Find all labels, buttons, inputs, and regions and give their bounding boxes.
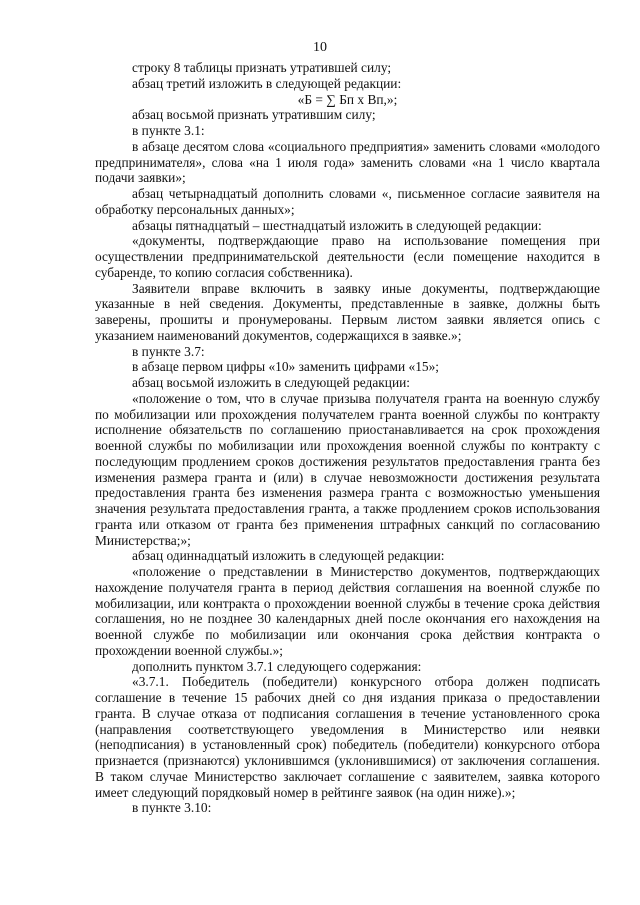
paragraph: абзац восьмой изложить в следующей редакции: [132,375,411,390]
quoted-paragraph: «положение о представлении в Министерство документов, подтверждающих нахождение получателя гранта в период действия соглашения на военной службе по мобилизации, или контракта о прохождении военной службы в течение срока действия соглашения, но не позднее 30 календарных дней после окончания его нахождения на военной службе по мобилизации или окончания срока действия контракта о прохождении военной службы.»; [95,564,600,658]
quoted-paragraph: «документы, подтверждающие право на использование помещения при осуществлении предпринимательской деятельности (если помещение находится в субаренде, то копию согласия собственника). [95,233,600,280]
paragraph: в абзаце десятом слова «социального предприятия» заменить словами «молодого предпринимателя», слова «на 1 июля года» заменить словами «на 1 число квартала подачи заявки»; [95,138,600,186]
paragraph: дополнить пунктом 3.7.1 следующего содержания: [132,658,422,674]
page-number: 10 [313,40,327,55]
paragraph: абзац восьмой признать утратившим силу; [132,107,376,123]
paragraph: в пункте 3.7: [132,343,205,359]
paragraph: в пункте 3.10: [132,800,212,816]
paragraph: абзац четырнадцатый дополнить словами «, письменное согласие заявителя на обработку персональных данных»; [95,186,600,217]
formula-line: «Б = ∑ Бп х Вп,»; [297,91,398,107]
paragraph: абзацы пятнадцатый – шестнадцатый изложить в следующей редакции: [132,217,542,233]
quoted-paragraph: Заявители вправе включить в заявку иные документы, подтверждающие указанные в ней сведения. Документы, представленные в заявке, должны быть заверены, прошиты и пронумерованы. Первым листом заявки является опись с указанием наименований документов, содержащихся в заявке.»; [95,280,600,343]
paragraph: в абзаце первом цифры «10» заменить цифрами «15»; [132,359,440,375]
paragraph: в пункте 3.1: [132,123,205,138]
paragraph: абзац одиннадцатый изложить в следующей редакции: [132,548,445,564]
paragraph: абзац третий изложить в следующей редакции: [132,75,402,91]
paragraph: строку 8 таблицы признать утратившей силу; [132,60,392,75]
document-body [95,60,600,816]
quoted-paragraph: «положение о том, что в случае призыва получателя гранта на военную службу по мобилизации или прохождения получателем гранта военной службы по контракту исполнение обязательств по соглашению приостанавливается на срок прохождения военной службы по мобилизации или прохождения военной службы по контракту с последующим продлением сроков достижения результатов предоставления гранта без изменения размера гранта и (или) в случае невозможности достижения результата предоставления гранта без изменения размера гранта с возможностью уменьшения значения результата предоставления гранта, а также продлением сроков использования гранта или отказом от гранта без применения штрафных санкций по согласованию Министерства;»; [95,390,600,548]
quoted-paragraph: «3.7.1. Победитель (победители) конкурсного отбора должен подписать соглашение в течение 15 рабочих дней со дня издания приказа о предоставлении гранта. В случае отказа от подписания соглашения в течение установленного срока (направления соответствующего уведомления в Министерство или неявки (неподписания) в установленный срок) победитель (победители) конкурсного отбора признается (признаются) уклонившимся (уклонившимися) от заключения соглашения. В таком случае Министерство заключает соглашение с заявителем, заявка которого имеет следующий порядковый номер в рейтинге заявок (на один ниже).»; [95,674,600,800]
